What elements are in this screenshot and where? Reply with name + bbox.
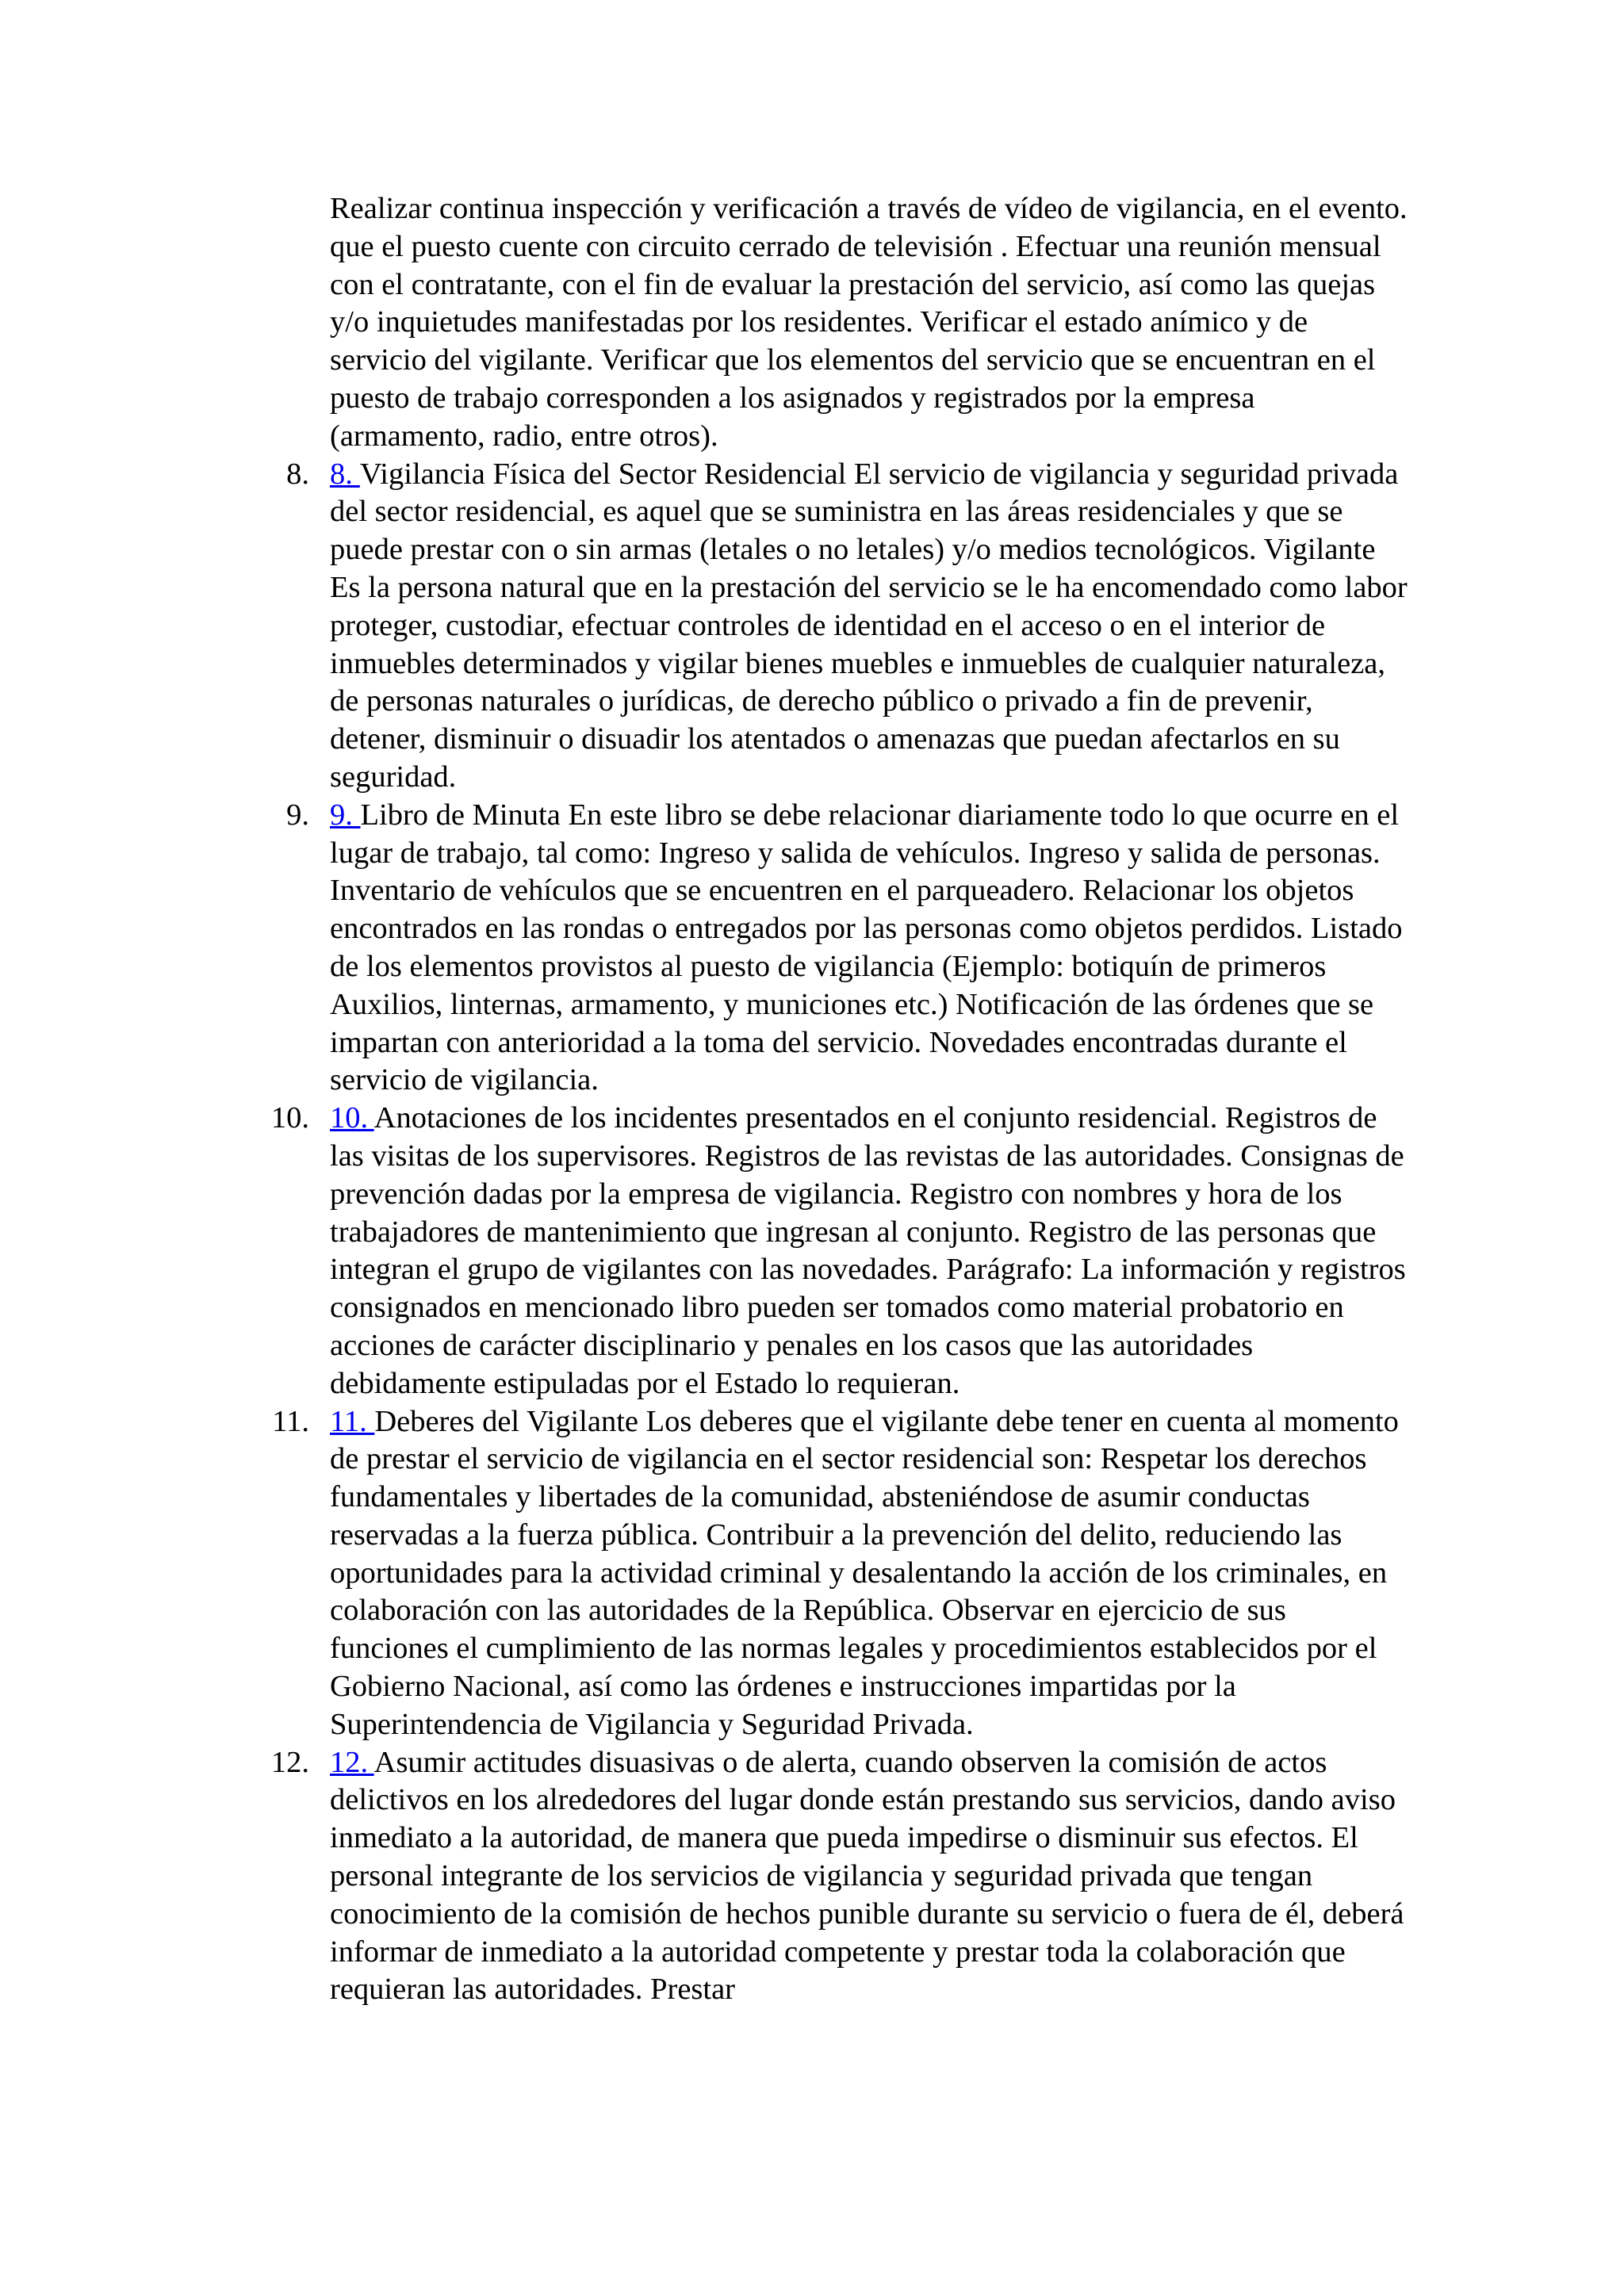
list-number: 10. [270,1101,309,1135]
item-link-9[interactable]: 9. [330,798,361,832]
item-link-11[interactable]: 11. [330,1404,375,1438]
item-link-10[interactable]: 10. [330,1101,374,1135]
intro-paragraph: Realizar continua inspección y verificación a través de vídeo de vigilancia, en el evento. que el puesto cuente con circuito cerrado de televisión . Efectuar una reunión mensual con el contratante, con el fin de evaluar la prestación del servicio, así como las quejas y/o inquietudes manifestadas por los residentes. Verificar el estado anímico y de servicio del vigilante. Verificar que los elementos del servicio que se encuentran en el puesto de trabajo corresponden a los asignados y registrados por la empresa (armamento, radio, entre otros). [330,192,1408,453]
item-link-12[interactable]: 12. [330,1745,374,1779]
list-item-text: Deberes del Vigilante Los deberes que el vigilante debe tener en cuenta al momento de prestar el servicio de vigilancia en el sector residencial son: Respetar los derechos fundamentales y libertades de la comunidad, absteniéndose de asumir conductas reservadas a la fuerza pública. Contribuir a la prevención del delito, reduciendo las oportunidades para la actividad criminal y desalentando la acción de los criminales, en colaboración con las autoridades de la República. Observar en ejercicio de sus funciones el cumplimiento de las normas legales y procedimientos establecidos por el Gobierno Nacional, así como las órdenes e instrucciones impartidas por la Superintendencia de Vigilancia y Seguridad Privada. [330,1404,1399,1741]
item-link-8[interactable]: 8. [330,457,360,491]
list-item-text: Libro de Minuta En este libro se debe relacionar diariamente todo lo que ocurre en el lugar de trabajo, tal como: Ingreso y salida de vehículos. Ingreso y salida de personas. Inventario de vehículos que se encuentren en el parqueadero. Relacionar los objetos encontrados en las rondas o entregados por las personas como objetos perdidos. Listado de los elementos provistos al puesto de vigilancia (Ejemplo: botiquín de primeros Auxilios, linternas, armamento, y municiones etc.) Notificación de las órdenes que se impartan con anterioridad a la toma del servicio. Novedades encontradas durante el servicio de vigilancia. [330,798,1403,1097]
document-body [270,190,1408,2009]
list-number: 9. [286,798,309,832]
list-item-text: Vigilancia Física del Sector Residencial El servicio de vigilancia y seguridad privada del sector residencial, es aquel que se suministra en las áreas residenciales y que se puede prestar con o sin armas (letales o no letales) y/o medios tecnológicos. Vigilante Es la persona natural que en la prestación del servicio se le ha encomendado como labor proteger, custodiar, efectuar controles de identidad en el acceso o en el interior de inmuebles determinados y vigilar bienes muebles e inmuebles de cualquier naturaleza, de personas naturales o jurídicas, de derecho público o privado a fin de prevenir, detener, disminuir o disuadir los atentados o amenazas que puedan afectarlos en su seguridad. [330,457,1408,794]
list-number: 11. [272,1404,309,1438]
list-number: 12. [270,1745,309,1779]
list-item-9 [286,797,1408,1100]
list-number: 8. [286,457,309,491]
list-item-10 [270,1100,1408,1402]
list-item-8 [286,456,1408,797]
list-item-text: Asumir actitudes disuasivas o de alerta, cuando observen la comisión de actos delictivos en los alrededores del lugar donde están prestando sus servicios, dando aviso inmediato a la autoridad, de manera que pueda impedirse o disminuir sus efectos. El personal integrante de los servicios de vigilancia y seguridad privada que tengan conocimiento de la comisión de hechos punible durante su servicio o fuera de él, deberá informar de inmediato a la autoridad competente y prestar toda la colaboración que requieran las autoridades. Prestar [330,1745,1404,2007]
list-item-text: Anotaciones de los incidentes presentados en el conjunto residencial. Registros de las visitas de los supervisores. Registros de las revistas de las autoridades. Consignas de prevención dadas por la empresa de vigilancia. Registro con nombres y hora de los trabajadores de mantenimiento que ingresan al conjunto. Registro de las personas que integran el grupo de vigilantes con las novedades. Parágrafo: La información y registros consignados en mencionado libro pueden ser tomados como material probatorio en acciones de carácter disciplinario y penales en los casos que las autoridades debidamente estipuladas por el Estado lo requieran. [330,1101,1406,1400]
list-item-11 [272,1403,1408,1744]
list-item-12 [270,1744,1408,2010]
